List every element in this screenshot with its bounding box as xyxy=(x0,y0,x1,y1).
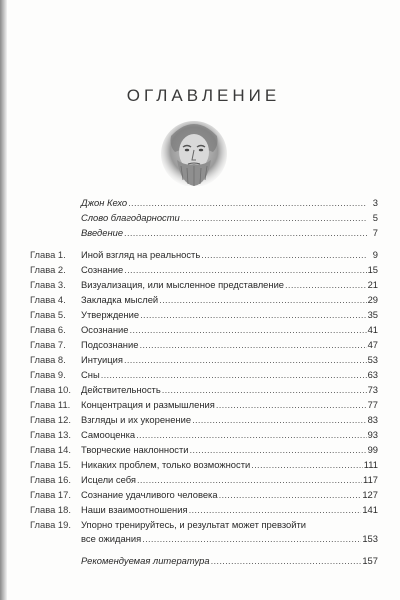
toc-chapter-13[interactable] xyxy=(30,428,378,442)
chapter-label: Глава 5. xyxy=(30,309,66,320)
leader-dots xyxy=(130,323,367,337)
toc-entry-title: Слово благодарности xyxy=(81,212,180,223)
chapter-page: 35 xyxy=(367,309,378,320)
chapter-label: Глава 1. xyxy=(30,249,66,260)
toc-entry-page: 5 xyxy=(372,212,378,223)
toc-chapter-14[interactable] xyxy=(30,443,378,457)
chapter-page: 63 xyxy=(367,369,378,380)
chapter-page: 73 xyxy=(367,384,378,395)
leader-dots xyxy=(124,353,367,367)
chapter-page: 99 xyxy=(367,444,378,455)
chapter-label: Глава 19. xyxy=(30,519,71,530)
chapter-title: Сознание удачливого человека xyxy=(81,489,218,500)
leader-dots xyxy=(128,196,367,210)
chapter-label: Глава 3. xyxy=(30,279,66,290)
chapter-label: Глава 10. xyxy=(30,384,71,395)
chapter-label: Глава 18. xyxy=(30,504,71,515)
toc-chapter-1[interactable] xyxy=(30,248,378,262)
toc-chapter-16[interactable] xyxy=(30,473,378,487)
toc-entry-front-1[interactable] xyxy=(30,196,378,210)
toc-entry-front-3[interactable] xyxy=(30,226,378,240)
leader-dots xyxy=(137,473,362,487)
toc-entry-title: Рекомендуемая литература xyxy=(81,555,210,566)
leader-dots xyxy=(142,532,361,546)
toc-entry-front-2[interactable] xyxy=(30,211,378,225)
chapter-label: Глава 6. xyxy=(30,324,66,335)
chapter-page: 21 xyxy=(367,279,378,290)
chapter-title: Сознание xyxy=(81,264,124,275)
leader-dots xyxy=(219,488,362,502)
chapter-title: Концентрация и размышления xyxy=(81,399,215,410)
toc-entry-page: 7 xyxy=(372,227,378,238)
toc-chapter-5[interactable] xyxy=(30,308,378,322)
chapter-label: Глава 11. xyxy=(30,399,71,410)
chapter-label: Глава 12. xyxy=(30,414,71,425)
toc-chapter-2[interactable] xyxy=(30,263,378,277)
toc-chapter-18[interactable] xyxy=(30,503,378,517)
leader-dots xyxy=(192,413,367,427)
chapter-page: 41 xyxy=(367,324,378,335)
leader-dots xyxy=(159,293,366,307)
leader-dots xyxy=(162,383,367,397)
toc-chapter-4[interactable] xyxy=(30,293,378,307)
chapter-title: Творческие наклонности xyxy=(81,444,189,455)
leader-dots xyxy=(124,263,366,277)
chapter-title: Никаких проблем, только возможности xyxy=(81,459,251,470)
leader-dots xyxy=(181,211,367,225)
chapter-label: Глава 4. xyxy=(30,294,66,305)
chapter-title: Осознание xyxy=(81,324,129,335)
chapter-label: Глава 14. xyxy=(30,444,71,455)
chapter-label: Глава 17. xyxy=(30,489,71,500)
chapter-page: 15 xyxy=(367,264,378,275)
chapter-title: Закладка мыслей xyxy=(81,294,159,305)
toc-entry-page: 157 xyxy=(362,555,378,566)
leader-dots xyxy=(140,308,366,322)
toc-entry-title: Введение xyxy=(81,227,124,238)
chapter-title: Интуиция xyxy=(81,354,123,365)
toc-chapter-15[interactable] xyxy=(30,458,378,472)
chapter-title: Подсознание xyxy=(81,339,139,350)
toc-chapter-10[interactable] xyxy=(30,383,378,397)
book-page xyxy=(7,0,400,600)
leader-dots xyxy=(189,503,362,517)
chapter-label: Глава 15. xyxy=(30,459,71,470)
portrait-illustration xyxy=(159,116,229,186)
chapter-page: 47 xyxy=(367,339,378,350)
chapter-label: Глава 9. xyxy=(30,369,66,380)
chapter-label: Глава 16. xyxy=(30,474,71,485)
leader-dots xyxy=(251,458,363,472)
chapter-page: 83 xyxy=(367,414,378,425)
toc-chapter-3[interactable] xyxy=(30,278,378,292)
leader-dots xyxy=(124,226,367,240)
chapter-title: Действительность xyxy=(81,384,161,395)
toc-entry-page: 3 xyxy=(372,197,378,208)
chapter-title: Самооценка xyxy=(81,429,136,440)
book-spine-shadow xyxy=(0,0,7,600)
leader-dots xyxy=(136,428,366,442)
leader-dots xyxy=(201,248,367,262)
chapter-page: 127 xyxy=(362,489,378,500)
chapter-label: Глава 7. xyxy=(30,339,66,350)
toc-chapter-7[interactable] xyxy=(30,338,378,352)
toc-chapter-12[interactable] xyxy=(30,413,378,427)
toc-chapter-11[interactable] xyxy=(30,398,378,412)
chapter-page: 111 xyxy=(363,459,378,470)
chapter-label: Глава 2. xyxy=(30,264,66,275)
leader-dots xyxy=(285,278,367,292)
chapter-page: 117 xyxy=(363,474,378,485)
chapter-title: Упорно тренируйтесь, и результат может превзойти xyxy=(81,519,307,530)
chapter-label: Глава 13. xyxy=(30,429,71,440)
chapter-title: Исцели себя xyxy=(81,474,136,485)
leader-dots xyxy=(101,368,367,382)
chapter-label: Глава 8. xyxy=(30,354,66,365)
chapter-title: Сны xyxy=(81,369,100,380)
chapter-page: 141 xyxy=(362,504,378,515)
chapter-title: Визуализация, или мысленное представление xyxy=(81,279,285,290)
toc-entry-back-1[interactable] xyxy=(30,554,378,568)
toc-chapter-6[interactable] xyxy=(30,323,378,337)
chapter-title-continued: все ожидания xyxy=(81,533,142,544)
leader-dots xyxy=(190,443,367,457)
chapter-page: 93 xyxy=(367,429,378,440)
chapter-title: Утверждение xyxy=(81,309,140,320)
chapter-title: Взгляды и их укоренение xyxy=(81,414,192,425)
page-title: ОГЛАВЛЕНИЕ xyxy=(126,86,281,105)
chapter-page: 153 xyxy=(362,533,378,544)
toc-chapter-8[interactable] xyxy=(30,353,378,367)
toc-chapter-9[interactable] xyxy=(30,368,378,382)
chapter-page: 77 xyxy=(367,399,378,410)
leader-dots xyxy=(139,338,366,352)
chapter-page: 9 xyxy=(372,249,378,260)
chapter-title: Наши взаимоотношения xyxy=(81,504,188,515)
chapter-title: Иной взгляд на реальность xyxy=(81,249,201,260)
toc-chapter-17[interactable] xyxy=(30,488,378,502)
leader-dots xyxy=(216,398,367,412)
toc-entry-title: Джон Кехо xyxy=(81,197,128,208)
toc-chapter-19[interactable] xyxy=(30,518,378,546)
chapter-page: 53 xyxy=(367,354,378,365)
chapter-page: 29 xyxy=(367,294,378,305)
leader-dots xyxy=(211,554,362,568)
